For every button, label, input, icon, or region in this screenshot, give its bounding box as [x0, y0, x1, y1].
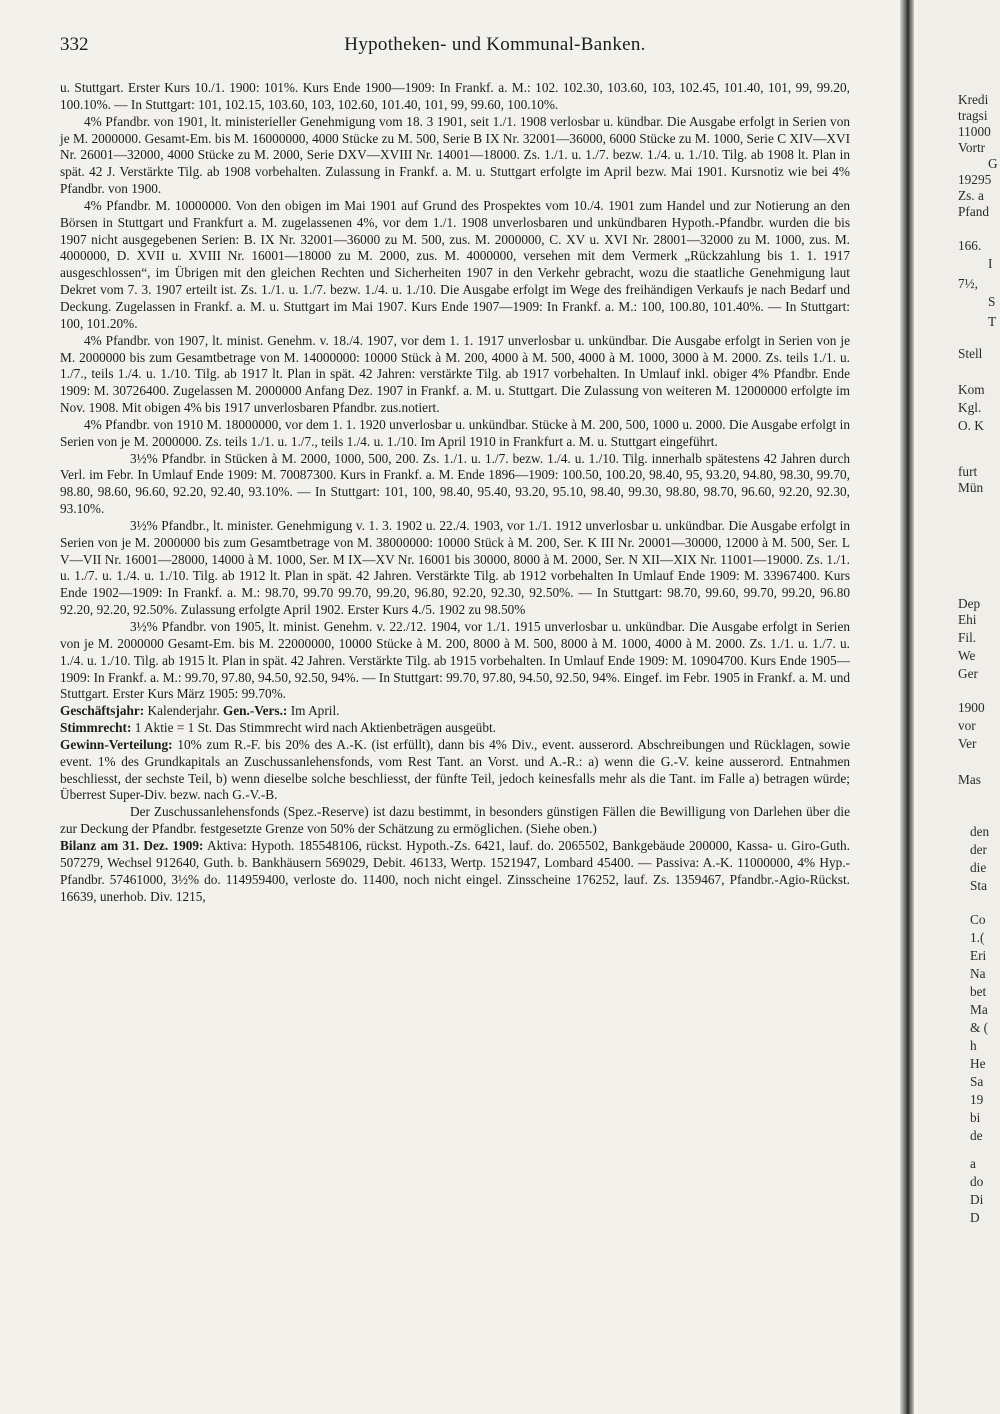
value-bilanz: Aktiva: Hypoth. 185548106, rückst. Hypoth.-Zs. 6421, lauf. do. 2065502, Bankgebäude 200000, Kassa- u. Giro-Guth. 507279, Wechsel 912640, Guth. b. Bankhäusern 569029, Debit. 46133, Wertp. 1521947, Lombard 45400. — Passiva: A.-K. 11000000, 4% Hyp.-Pfandbr. 57461000, 3½% do. 114959400, verloste do. 11400, noch nicht eingel. Zinsscheine 176252, lauf. Zs. 1359467, Pfandbr.-Agio-Rückst. 16639, unerhob. Div. 1215,: [60, 837, 850, 904]
neighbor-text: den: [970, 824, 990, 839]
neighbor-text: Kredi: [958, 92, 989, 107]
label-bilanz: Bilanz am 31. Dez. 1909:: [60, 837, 204, 853]
neighbor-text: bi: [970, 1110, 981, 1125]
neighbor-text: tragsi: [958, 108, 988, 123]
label-stimmrecht: Stimmrecht:: [60, 720, 132, 736]
neighbor-text: furt: [958, 464, 978, 479]
neighbor-text: 7½,: [958, 276, 978, 291]
neighbor-text: 19295: [958, 172, 992, 187]
neighbor-text: Pfand: [958, 204, 990, 219]
neighbor-text: Ma: [970, 1002, 988, 1017]
neighbor-text: Stell: [958, 346, 983, 361]
neighbor-text: I: [988, 256, 993, 271]
neighbor-text: 1900: [958, 700, 985, 715]
neighbor-text: 1.(: [970, 930, 985, 945]
value-geschaeftsjahr: Kalenderjahr.: [147, 703, 220, 719]
page-header: [60, 34, 930, 58]
neighbor-text: Ver: [958, 736, 977, 751]
neighbor-text: h: [970, 1038, 977, 1053]
neighbor-text: He: [970, 1056, 986, 1071]
neighbor-text: Mün: [958, 480, 984, 495]
label-gen-vers: Gen.-Vers.:: [222, 703, 288, 719]
neighbor-text: a: [970, 1156, 976, 1171]
neighbor-text: & (: [970, 1020, 989, 1035]
value-gen-vers: Im April.: [290, 703, 340, 719]
neighbor-text: Dep: [958, 596, 981, 611]
neighbor-text: G: [988, 156, 998, 171]
neighbor-text: Sta: [970, 878, 987, 893]
page-number: 332: [60, 34, 89, 55]
paragraph-pfandbr-1901: 4% Pfandbr. von 1901, lt. ministerieller Genehmigung vom 18. 3 1901, seit 1./1. 1908 verlosbar u. kündbar. Die Ausgabe erfolgt in Serien von je M. 2000000. Gesamt-Em. bis M. 16000000, 4000 Stücke zu M. 500, Serie B IX Nr. 32001—36000, 6000 Stücke zu M. 1000, Serie C XIV—XVI Nr. 26001—32000, 4000 Stücke zu M. 2000, Serie DXV—XVIII Nr. 14001—18000. Zs. 1./1. u. 1./7. bezw. 1./4. u. 1./10. Tilg. ab 1908 lt. Plan in spät. 42 J. Verstärkte Tilg. ab 1908 vorbehalten. Zulassung in Frankf. a. M. u. Stuttgart erfolgte im April bezw. Mai 1901. Kursnotiz wie bei 4% Pfandbr. von 1900.: [60, 113, 850, 197]
row-stimmrecht: [60, 720, 850, 737]
row-bilanz: [60, 838, 850, 905]
neighbor-text: vor: [958, 718, 976, 733]
neighbor-text: Vortr: [958, 140, 986, 155]
neighbor-text: bet: [970, 984, 987, 999]
neighbor-text: de: [970, 1128, 983, 1143]
neighbor-text: Ehi: [958, 612, 977, 627]
row-gewinn-verteilung: [60, 737, 850, 804]
neighbor-text: D: [970, 1210, 980, 1225]
neighbor-text: Fil.: [958, 630, 977, 645]
label-gewinn-verteilung: Gewinn-Verteilung:: [60, 736, 173, 752]
neighbor-text: Kgl.: [958, 400, 982, 415]
paragraph-3half-pfandbr-1902: 3½% Pfandbr., lt. minister. Genehmigung v. 1. 3. 1902 u. 22./4. 1903, vor 1./1. 1912 unverlosbar u. unkündbar. Die Ausgabe erfolgt in Serien von je M. 2000000 bis zum Gesamtbetrage von M. 38000000: 10000 Stück à M. 200, Ser. K III Nr. 20001—30000, 12000 à M. 500, Ser. L V—VII Nr. 16001—28000, 14000 à M. 1000, Ser. M IX—XV Nr. 16001 bis 30000, 8000 à M. 2000, Ser. N XII—XIX Nr. 11001—19000. Zs. 1./1. u. 1./7. u. 1./4. u. 1./10. Tilg. ab 1912 lt. Plan in spät. 42 Jahren. Verstärkte Tilg. ab 1912 vorbehalten In Umlauf Ende 1909: M. 33967400. Kurs Ende 1902—1909: In Frankf. a. M.: 98.70, 99.70 99.70, 99.20, 96.80, 92.20, 92.30, 92.50%. — In Stuttgart: 98.70, 99.60, 99.70, 99.20, 96.80 92.20, 92.20, 92.50%. Zulassung erfolgte April 1902. Erster Kurs 4./5. 1902 zu 98.50%: [60, 517, 850, 618]
neighbor-text: Kom: [958, 382, 985, 397]
neighbor-text: Di: [970, 1192, 984, 1207]
neighbor-text: Ger: [958, 666, 978, 681]
neighbor-text: 19: [970, 1092, 984, 1107]
neighbor-text: Zs. a: [958, 188, 984, 203]
neighbor-text: Sa: [970, 1074, 984, 1089]
label-geschaeftsjahr: Geschäftsjahr:: [60, 703, 145, 719]
book-gutter-shadow: [900, 0, 914, 1414]
neighbor-text: 11000: [958, 124, 991, 139]
running-head: Hypotheken- und Kommunal-Banken.: [344, 34, 646, 55]
adjacent-page-fragment: [918, 0, 1000, 1414]
paragraph-3half-pfandbr: 3½% Pfandbr. in Stücken à M. 2000, 1000, 500, 200. Zs. 1./1. u. 1./7. bezw. 1./4. u. 1./10. Tilg. innerhalb spätestens 42 Jahren durch Verl. im Febr. In Umlauf Ende 1909: M. 70087300. Kurs in Frankf. a. M. Ende 1896—1909: 100.50, 100.20, 98.40, 95, 93.20, 94.80, 98.30, 99.70, 98.80, 98.60, 96.60, 92.20, 92.40, 93.10%. — In Stuttgart: 101, 100, 98.40, 95.40, 93.20, 95.10, 98.40, 99.30, 98.80, 98.70, 96.60, 92.20, 92.30, 93.10%.: [60, 450, 850, 517]
neighbor-text: die: [970, 860, 987, 875]
paragraph-kurs-1900: u. Stuttgart. Erster Kurs 10./1. 1900: 101%. Kurs Ende 1900—1909: In Frankf. a. M.: 102. 102.30, 103.60, 103, 102.45, 101.40, 101, 99, 99.20, 100.10%. — In Stuttgart: 101, 102.15, 103.60, 103, 102.60, 101.40, 101, 99, 99.60, 100.10%.: [60, 80, 850, 112]
neighbor-text: der: [970, 842, 987, 857]
neighbor-text: O. K: [958, 418, 984, 433]
value-stimmrecht: 1 Aktie = 1 St. Das Stimmrecht wird nach Aktienbeträgen ausgeübt.: [134, 720, 496, 736]
neighbor-text: Co: [970, 912, 986, 927]
neighbor-text: Mas: [958, 772, 981, 787]
paragraph-zuschussanlehensfonds: Der Zuschussanlehensfonds (Spez.-Reserve) ist dazu bestimmt, in besonders günstigen Fällen die Bewilligung von Darlehen über die zur Deckung der Pfandbr. festgesetzte Grenze von 50% der Schätzung zu ermöglichen. (Siehe oben.): [60, 804, 850, 837]
neighbor-text: We: [958, 648, 976, 663]
paragraph-3half-pfandbr-1905: 3½% Pfandbr. von 1905, lt. minist. Genehm. v. 22./12. 1904, vor 1./1. 1915 unverlosbar u. unkündbar. Die Ausgabe erfolgt in Serien von je M. 2000000 Gesamt-Em. bis M. 22000000, 10000 Stücke à M. 200, 8000 à M. 500, 8000 à M. 1000, 4000 à M. 2000. Zs. 1./1. u. 1./7. u. 1./4. u. 1./10. Tilg. ab 1915 lt. Plan in spät. 42 Jahren. Verstärkte Tilg. ab 1915 vorbehalten. In Umlauf Ende 1909: M. 10904700. Kurs Ende 1905—1909: In Frankf. a. M.: 99.70, 97.80, 94.50, 92.50, 94%. — In Stuttgart: 99.70, 97.80, 94.50, 92.50, 94%. Eingef. im Febr. 1905 in Frankf. a. M. und Stuttgart. Erster Kurs März 1905: 99.70%.: [60, 619, 850, 702]
value-gewinn-verteilung: 10% zum R.-F. bis 20% des A.-K. (ist erfüllt), dann bis 4% Div., event. ausserord. Abschreibungen und Rücklagen, sowie event. 1% des Grundkapitals an Zuschussanlehensfonds, vom Rest Tant. an Vorst. und A.-R.: a) wenn die G.-V. keine ausserord. Entnahmen beschliesst, der sechste Teil, b) wenn dieselbe solche beschliesst, der fünfte Teil, jedoch keinesfalls mehr als die Tant. im Falle a) betragen würde; Überrest Super-Div. bezw. nach G.-V.-B.: [60, 736, 850, 803]
paragraph-pfandbr-10mio: 4% Pfandbr. M. 10000000. Von den obigen im Mai 1901 auf Grund des Prospektes vom 10./4. 1901 zum Handel und zur Notierung an den Börsen in Stuttgart und Frankfurt a. M. zugelassenen 4%, vor dem 1./1. 1908 unverlosbaren und unkündbaren Hypoth.-Pfandbr. wurden die bis 1907 nicht ausgegebenen Serien: B. IX Nr. 32001—36000 zu M. 500, zus. M. 2000000, C. XV u. XVI Nr. 28001—32000 zu M. 1000, zus. M. 4000000, D. XVII u. XVIII Nr. 16001—18000 zu M. 2000, zus. M. 4000000, versehen mit dem Vermerk „Rückzahlung bis 1. 1. 1917 ausgeschlossen“, im Übrigen mit den gleichen Rechten und Sicherheiten 1907 in den Verkehr gebracht, wozu die staatliche Genehmigung laut Dekret vom 7. 3. 1907 erteilt ist. Zs. 1./1. u. 1./7. bezw. 1./4. u. 1./10. Die Ausgabe erfolgt im Wege des freihändigen Verkaufs je nach Bedarf und Deckung. Zugelassen in Frankf. a. M. u. Stuttgart im Mai 1907. Kurs Ende 1907—1909: In Frankf. a. M.: 100, 100.80, 101.40%. — In Stuttgart: 100, 101.20%.: [60, 197, 850, 331]
paragraph-pfandbr-1907: 4% Pfandbr. von 1907, lt. minist. Genehm. v. 18./4. 1907, vor dem 1. 1. 1917 unverlosbar u. unkündbar. Die Ausgabe erfolgt in Serien von je M. 2000000 bis zum Gesamtbetrage von M. 14000000: 10000 Stück à M. 200, 4000 à M. 500, 4000 à M. 1000, 3000 à M. 2000. Zs. teils 1./1. u. 1./7., teils 1./4. u. 1./10. Tilg. ab 1917 lt. Plan in spät. 42 Jahren: verstärkte Tilg. ab 1917 vorbehalten. In Umlauf inkl. obiger 4% Pfandbr. Ende 1909: M. 30726400. Zugelassen M. 2000000 Anfang Dez. 1907 in Frankf. a. M. u. Stuttgart. Die Zulassung von weiteren M. 12000000 erfolgte im Nov. 1908. Mit obigen 4% bis 1917 unverlosbaren Pfandbr. zus.notiert.: [60, 332, 850, 416]
main-column: [60, 80, 850, 905]
neighbor-text: Na: [970, 966, 986, 981]
paragraph-pfandbr-1910: 4% Pfandbr. von 1910 M. 18000000, vor dem 1. 1. 1920 unverlosbar u. unkündbar. Stücke à M. 200, 500, 1000 u. 2000. Die Ausgabe erfolgt in Serien von je M. 2000000. Zs. teils 1./1. u. 1./7., teils 1./4. u. 1./10. Im April 1910 in Frankfurt a. M. u. Stuttgart eingeführt.: [60, 416, 850, 449]
row-geschaeftsjahr: [60, 703, 850, 720]
neighbor-text: T: [988, 314, 997, 329]
neighbor-text: Eri: [970, 948, 987, 963]
neighbor-text: 166.: [958, 238, 982, 253]
neighbor-text: do: [970, 1174, 984, 1189]
neighbor-text: S: [988, 294, 996, 309]
